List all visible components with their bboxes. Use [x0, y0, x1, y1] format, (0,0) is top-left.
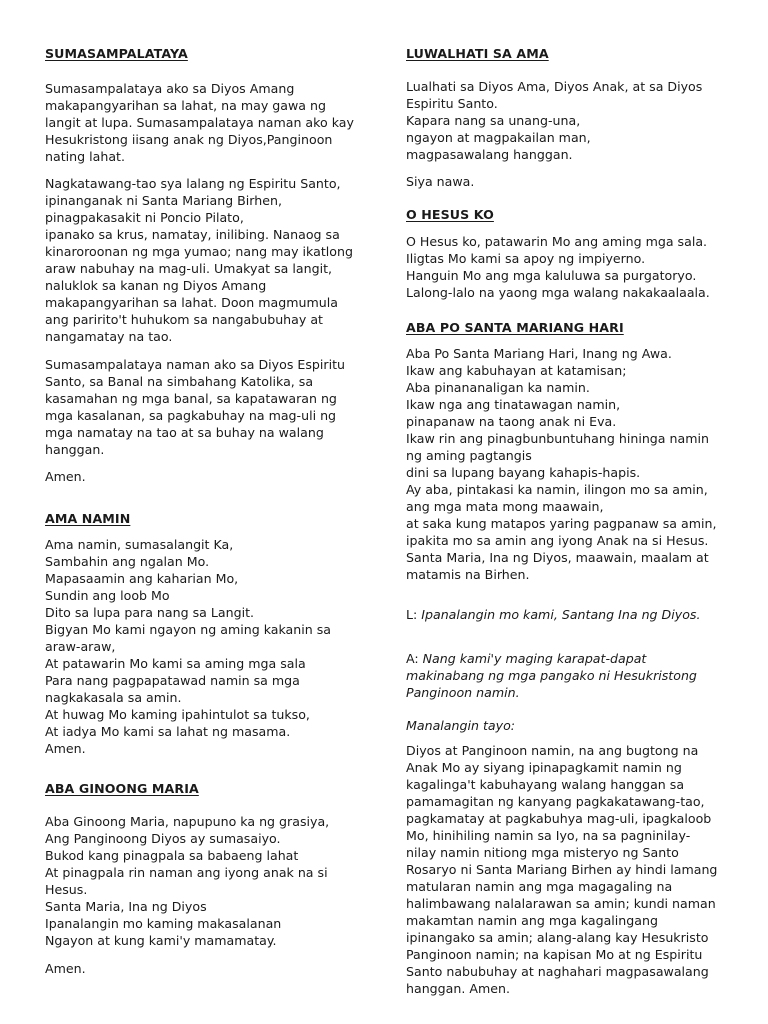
- luwalhati-heading: LUWALHATI SA AMA: [406, 46, 549, 61]
- all-label: A:: [406, 651, 423, 666]
- sumasampalataya-amen: Amen.: [45, 469, 86, 484]
- all-text: Nang kami'y maging karapat-dapat makinabang ng mga pangako ni Hesukristong Panginoon namin.: [406, 651, 697, 700]
- ama-namin-body: Ama namin, sumasalangit Ka, Sambahin ang ngalan Mo. Mapasaamin ang kaharian Mo, Sundin ang loob Mo Dito sa lupa para nang sa Langit. Bigyan Mo kami ngayon ng aming kakanin sa araw-araw, At patawarin Mo kami sa aming mga sala Para nang pagpapatawad namin sa mga nagkakasala sa amin. At huwag Mo kaming ipahintulot sa tukso, At iadya Mo kami sa lahat ng masama. Amen.: [45, 537, 332, 756]
- luwalhati-siya-nawa: Siya nawa.: [406, 174, 475, 189]
- leader-label: L:: [406, 607, 422, 622]
- aba-ginoong-maria-amen: Amen.: [45, 961, 86, 976]
- closing-prayer: Diyos at Panginoon namin, na ang bugtong na Anak Mo ay siyang ipinapagkamit namin ng kagalinga't kabuhayang walang hanggan sa pamamagitan ng kanyang pagkakatawang-tao, pagkamatay at pagkabuhya mag-uli, ipagkaloob Mo, hinihiling namin sa Iyo, na sa pagninilay- nilay namin nitiong mga misteryo ng Santo Rosaryo ni Santa Mariang Birhen ay hindi lamang matularan namin ang mga magagaling na halimbawang nalalarawan sa amin; kundi naman makamtan namin ang mga kagalingang ipinangako sa amin; alang-alang kay Hesukristo Panginoon namin; na kapisan Mo at ng Espiritu Santo nabubuhay at naghahari magpasawalang hanggan. Amen.: [406, 743, 718, 996]
- manalangin-tayo: Manalangin tayo:: [406, 718, 516, 733]
- aba-po-body: Aba Po Santa Mariang Hari, Inang ng Awa. Ikaw ang kabuhayan at katamisan; Aba pinananaligan ka namin. Ikaw nga ang tinatawagan namin, pinapanaw na taong anak ni Eva. Ikaw rin ang pinagbunbuntuhang hininga namin ng aming pagtangis dini sa lupang bayang kahapis-hapis. Ay aba, pintakasi ka namin, ilingon mo sa amin, ang mga mata mong maawain, at saka kung matapos yaring pagpanaw sa amin, ipakita mo sa amin ang iyong Anak na si Hesus. Santa Maria, Ina ng Diyos, maawain, maalam at matamis na Birhen.: [406, 346, 717, 582]
- aba-po-heading: ABA PO SANTA MARIANG HARI: [406, 320, 624, 335]
- sumasampalataya-paragraph-1: Sumasampalataya ako sa Diyos Amang makapangyarihan sa lahat, na may gawa ng langit at lupa. Sumasampalataya naman ako kay Hesukristong iisang anak ng Diyos,Panginoon nating lahat.: [45, 81, 354, 164]
- o-hesus-ko-body: O Hesus ko, patawarin Mo ang aming mga sala. Iligtas Mo kami sa apoy ng impiyerno. Hanguin Mo ang mga kaluluwa sa purgatoryo. Lalong-lalo na yaong mga walang nakakaalaala.: [406, 234, 710, 300]
- aba-ginoong-maria-heading: ABA GINOONG MARIA: [45, 781, 199, 796]
- aba-ginoong-maria-body: Aba Ginoong Maria, napupuno ka ng grasiya, Ang Panginoong Diyos ay sumasaiyo. Bukod kang pinagpala sa babaeng lahat At pinagpala rin naman ang iyong anak na si Hesus. Santa Maria, Ina ng Diyos Ipanalangin mo kaming makasalanan Ngayon at kung kami'y mamamatay.: [45, 814, 330, 948]
- leader-response: [406, 606, 700, 623]
- all-response: [406, 650, 697, 701]
- sumasampalataya-paragraph-2: Nagkatawang-tao sya lalang ng Espiritu Santo, ipinanganak ni Santa Mariang Birhen, pinagpakasakit ni Poncio Pilato, ipanako sa krus, namatay, inilibing. Nanaog sa kinaroroonan ng mga yumao; nang may ikatlong araw nabuhay na mag-uli. Umakyat sa langit, naluklok sa kanan ng Diyos Amang makapangyarihan sa lahat. Doon magmumula ang paririto't huhukom sa nangabubuhay at nangamatay na tao.: [45, 176, 353, 344]
- leader-text: Ipanalangin mo kami, Santang Ina ng Diyos.: [421, 607, 701, 622]
- luwalhati-body: Lualhati sa Diyos Ama, Diyos Anak, at sa Diyos Espiritu Santo. Kapara nang sa unang-una, ngayon at magpakailan man, magpasawalang hanggan.: [406, 79, 703, 162]
- ama-namin-heading: AMA NAMIN: [45, 511, 131, 526]
- o-hesus-ko-heading: O HESUS KO: [406, 207, 494, 222]
- sumasampalataya-paragraph-3: Sumasampalataya naman ako sa Diyos Espiritu Santo, sa Banal na simbahang Katolika, sa kasamahan ng mga banal, sa kapatawaran ng mga kasalanan, sa pagkabuhay na mag-uli ng mga namatay na tao at sa buhay na walang hanggan.: [45, 357, 346, 457]
- sumasampalataya-heading: SUMASAMPALATAYA: [45, 46, 188, 61]
